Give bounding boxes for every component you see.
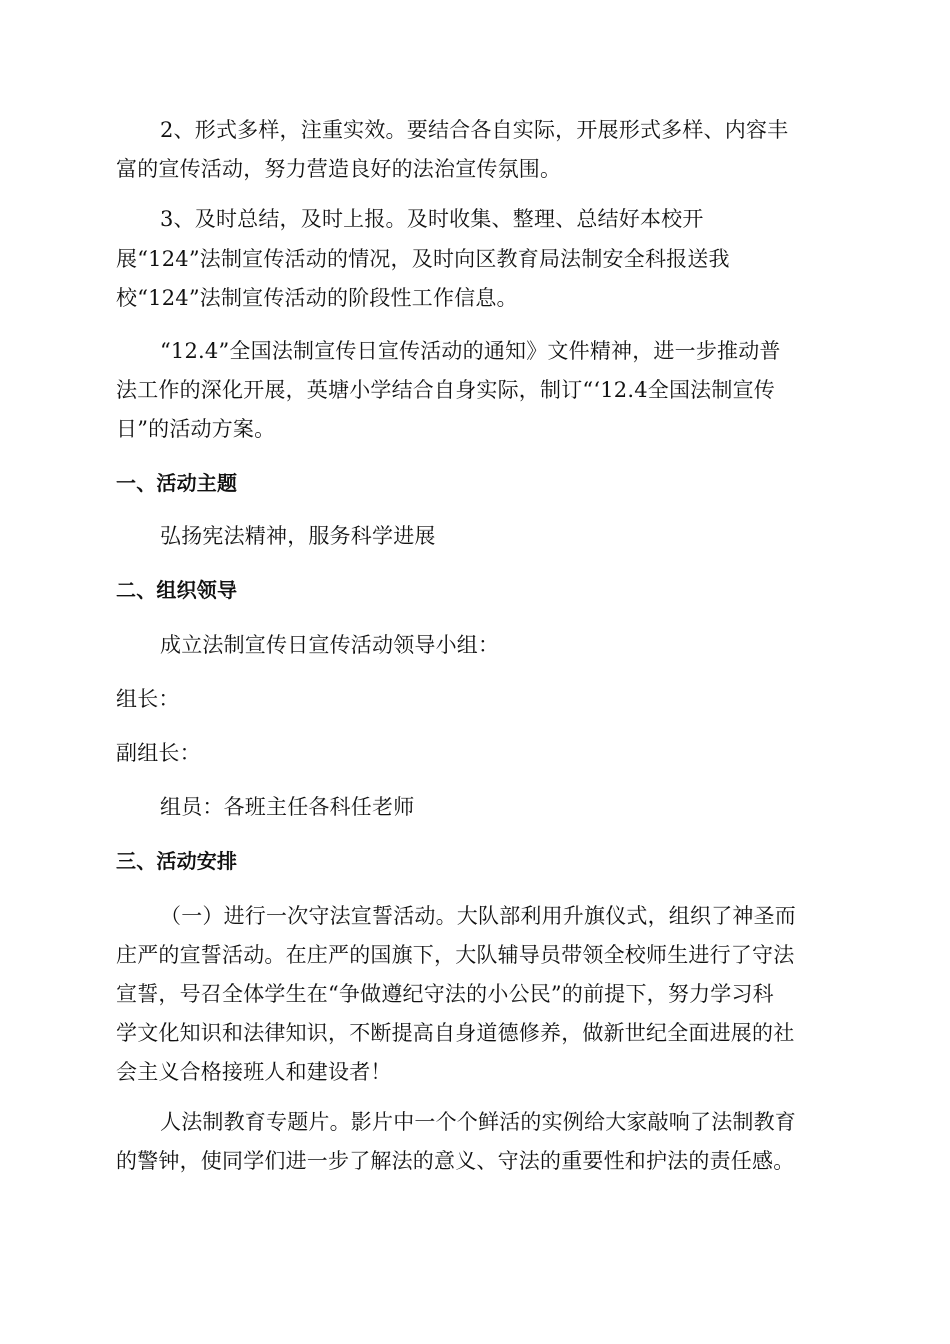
section-text: 成立法制宣传日宣传活动领导小组： — [160, 633, 500, 657]
paragraph-line: 2、形式多样，注重实效。要结合各自实际，开展形式多样、内容丰 — [160, 118, 789, 142]
paragraph-line: 校“124”法制宣传活动的阶段性工作信息。 — [116, 286, 518, 310]
section-text: 弘扬宪法精神，服务科学进展 — [160, 524, 436, 548]
paragraph-line: 法工作的深化开展，英塘小学结合自身实际，制订“‘12.4全国法制宣传 — [116, 378, 775, 402]
paragraph-line: 3、及时总结，及时上报。及时收集、整理、总结好本校开 — [160, 207, 704, 231]
activity-line: 宣誓，号召全体学生在“争做遵纪守法的小公民”的前提下，努力学习科 — [116, 982, 774, 1006]
activity-line: 会主义合格接班人和建设者！ — [116, 1060, 392, 1084]
activity-line: （一）进行一次守法宣誓活动。大队部利用升旗仪式，组织了神圣而 — [160, 904, 796, 928]
activity-line: 人法制教育专题片。影片中一个个鲜活的实例给大家敲响了法制教育 — [160, 1110, 796, 1134]
section-heading: 二、组织领导 — [116, 578, 238, 602]
activity-line: 的警钟，使同学们进一步了解法的意义、守法的重要性和护法的责任感。 — [116, 1149, 795, 1173]
section-heading: 三、活动安排 — [116, 849, 238, 873]
members-label: 组员：各班主任各科任老师 — [160, 795, 415, 819]
section-heading: 一、活动主题 — [116, 471, 238, 495]
activity-line: 学文化知识和法律知识，不断提高自身道德修养，做新世纪全面进展的社 — [116, 1021, 795, 1045]
paragraph-line: 日”的活动方案。 — [116, 417, 276, 441]
leader-label: 组长： — [116, 687, 180, 711]
paragraph-line: “12.4”全国法制宣传日宣传活动的通知》文件精神，进一步推动普 — [160, 339, 781, 363]
paragraph-line: 富的宣传活动，努力营造良好的法治宣传氛围。 — [116, 157, 562, 181]
paragraph-line: 展“124”法制宣传活动的情况，及时向区教育局法制安全科报送我 — [116, 247, 730, 271]
vice-leader-label: 副组长： — [116, 741, 201, 765]
activity-line: 庄严的宣誓活动。在庄严的国旗下，大队辅导员带领全校师生进行了守法 — [116, 943, 795, 967]
